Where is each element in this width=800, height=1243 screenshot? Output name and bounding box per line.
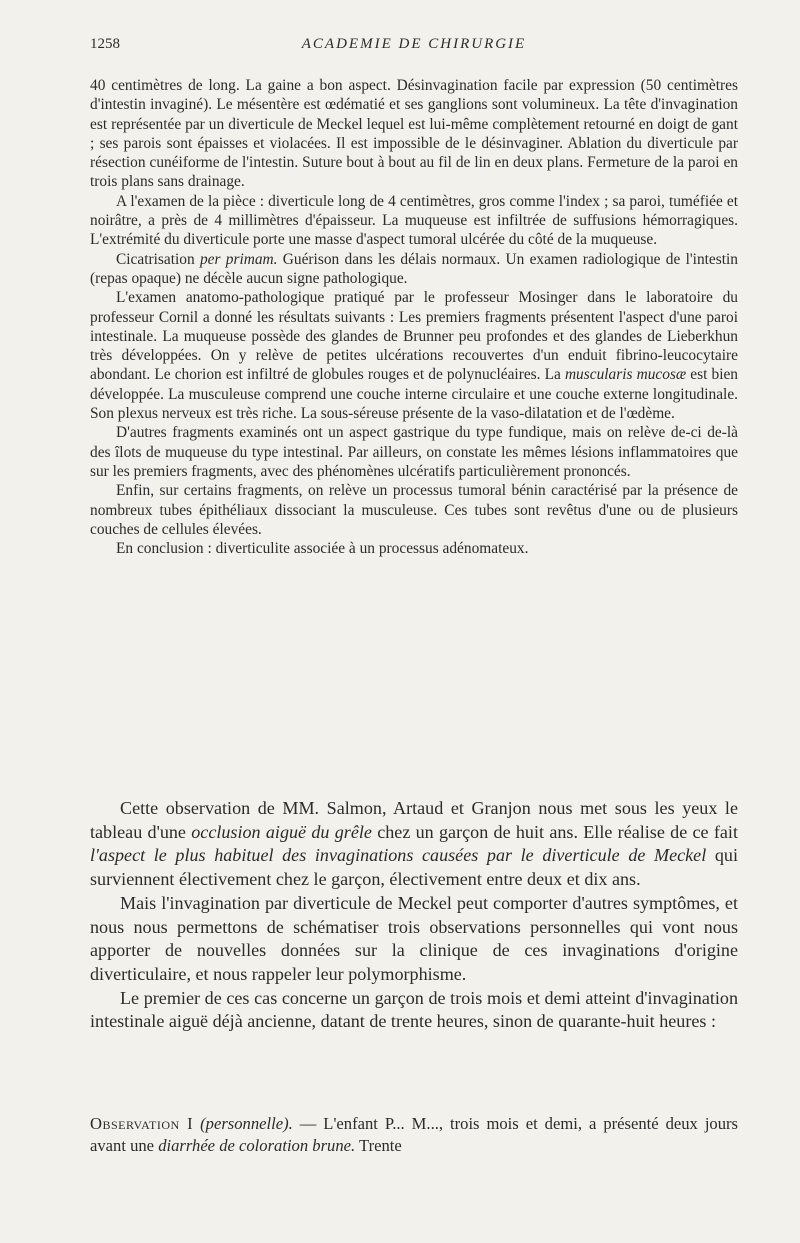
- observation-paragraph: Observation I (personnelle). — L'enfant P... M..., trois mois et demi, a présenté deux jours avant une diarrhée de coloration brune. Trente: [90, 1114, 739, 1155]
- paragraph-specimen-exam: A l'examen de la pièce : diverticule long de 4 centimètres, gros comme l'index ; sa paroi, tuméfiée et noirâtre, a près de 4 millimètres d'épaisseur. La muqueuse est infiltrée de suffusions hémorragiques. L'extrémité du diverticule porte une masse d'aspect tumoral ulcérée du côté de la muqueuse.: [90, 192, 738, 249]
- paragraph-healing: Cicatrisation per primam. Guérison dans les délais normaux. Un examen radiologique de l'intestin (repas opaque) ne décèle aucun signe pathologique.: [90, 250, 738, 287]
- paragraph-operation: 40 centimètres de long. La gaine a bon aspect. Désinvagination facile par expression (50 centimètres d'intestin invaginé). Le mésentère est œdématié et ses ganglions sont volumineux. La tête d'invagination est représentée par un diverticule de Meckel lequel est lui-même complètement retourné en doigt de gant ; ses parois sont épaisses et violacées. Il est impossible de le désinvaginer. Ablation du diverticule par résection cunéiforme de l'intestin. Suture bout à bout au fil de lin en deux plans. Fermeture de la paroi en trois plans sans drainage.: [90, 77, 738, 191]
- paragraph-commentary-3: Le premier de ces cas concerne un garçon de trois mois et demi atteint d'invagination intestinale aiguë déjà ancienne, datant de trente heures, sinon de quarante-huit heures :: [90, 987, 738, 1032]
- paragraph-gastric-fragments: D'autres fragments examinés ont un aspect gastrique du type fundique, mais on relève de-ci de-là des îlots de muqueuse du type intestinal. Par ailleurs, on constate les mêmes lésions inflammatoires que sur les premiers fragments, avec des phénomènes ulcératifs particulièrement prononcés.: [90, 424, 738, 480]
- commentary-text: [90, 797, 738, 1034]
- observation-note: (personnelle).: [200, 1114, 293, 1133]
- paragraph-tumoral-process: Enfin, sur certains fragments, on relève un processus tumoral bénin caractérisé par la présence de nombreux tubes épithéliaux dissociant la musculeuse. Ces tubes sont revêtus d'une ou de plusieurs couches de cellules élevées.: [90, 482, 738, 538]
- latin-term: per primam.: [199, 250, 278, 268]
- running-title: ACADEMIE DE CHIRURGIE: [301, 36, 527, 52]
- paragraph-commentary-2: Mais l'invagination par diverticule de Meckel peut comporter d'autres symptômes, et nous nous permettons de schématiser trois observations personnelles qui vont nous apporter de nouvelles données sur la clinique de ces invaginations d'origine diverticulaire, et nous rappeler leur polymorphisme.: [90, 892, 738, 984]
- paragraph-commentary-1: Cette observation de MM. Salmon, Artaud et Granjon nous met sous les yeux le tableau d'une occlusion aiguë du grêle chez un garçon de huit ans. Elle réalise de ce fait l'aspect le plus habituel des invaginations causées par le diverticule de Meckel qui surviennent électivement chez le garçon, électivement entre deux et dix ans.: [90, 798, 738, 890]
- case-report-small-print: [90, 76, 738, 558]
- emphasis: occlusion aiguë du grêle: [191, 821, 372, 842]
- paragraph-pathology: L'examen anatomo-pathologique pratiqué par le professeur Mosinger dans le laboratoire du professeur Cornil a donné les résultats suivants : Les premiers fragments présentent l'aspect d'une paroi intestinale. La muqueuse possède des glandes de Brunner peu profondes et des glandes de Lieberkhun très développées. On y relève de petites ulcérations recouvertes d'un enduit fibrino-leucocytaire abondant. Le chorion est infiltré de globules rouges et de polynucléaires. La muscularis mucosæ est bien développée. La musculeuse comprend une couche interne circulaire et une couche externe longitudinale. Son plexus nerveux est très riche. La sous-séreuse présente de la vaso-dilatation et de l'œdème.: [90, 289, 738, 423]
- latin-term: muscularis mucosæ: [564, 366, 687, 384]
- emphasis: l'aspect le plus habituel des invaginations causées par le diverticule de Meckel: [90, 845, 707, 866]
- observation-section: [90, 1113, 738, 1157]
- page-number: 1258: [90, 36, 120, 52]
- observation-label: Observation I: [90, 1114, 194, 1133]
- paragraph-conclusion: En conclusion : diverticulite associée à un processus adénomateux.: [116, 540, 529, 558]
- symptom-emphasis: diarrhée de coloration brune.: [158, 1136, 356, 1155]
- page-header: [90, 36, 738, 60]
